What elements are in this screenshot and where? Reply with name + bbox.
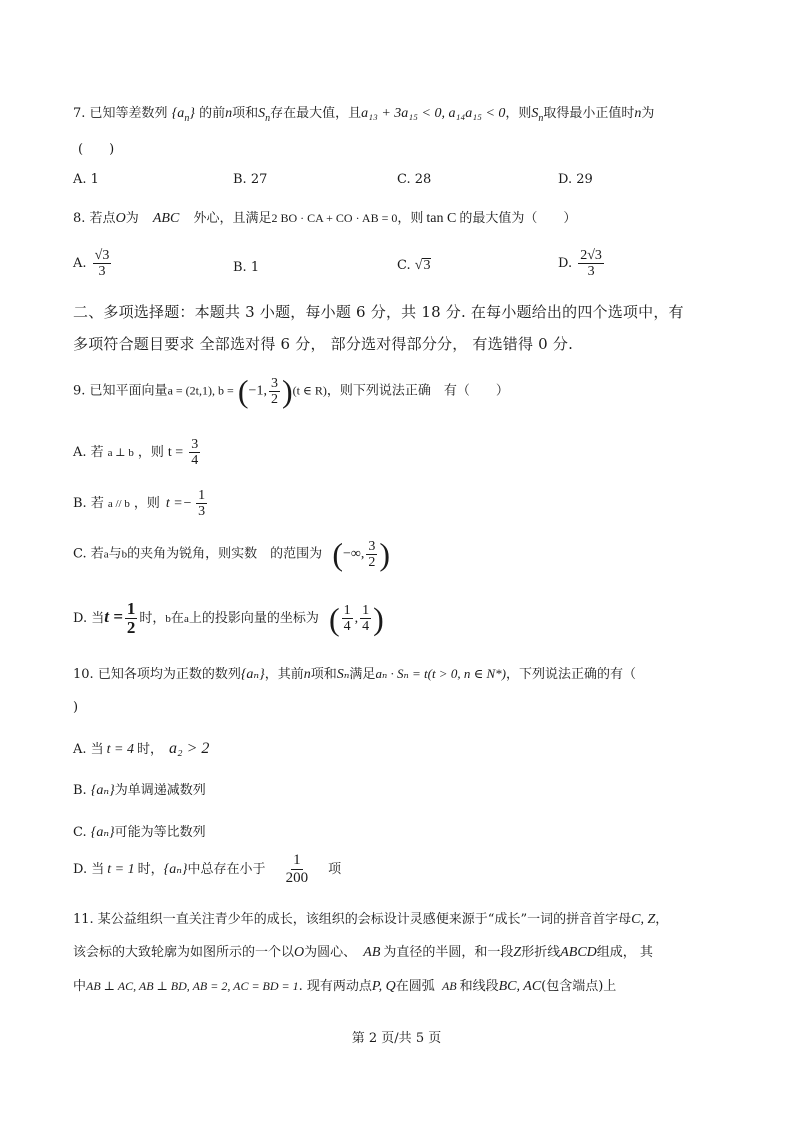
option-text: 与 — [108, 546, 122, 562]
q9-a-frac: $\frac{3}{4}$ — [191, 437, 199, 468]
q10-text: 满足 — [349, 667, 376, 682]
q10-Sn: Sₙ — [336, 667, 350, 682]
paren: ) — [373, 600, 384, 637]
option-text: 时， — [139, 611, 166, 626]
option-text: ，则 — [133, 496, 160, 511]
q11-arc: AB — [441, 979, 457, 993]
q7-text: 为 — [641, 106, 655, 121]
q11-Z: Z — [513, 945, 522, 960]
option-text: 时， — [137, 742, 164, 757]
comma: , — [354, 611, 359, 626]
q7-var-n: n — [225, 106, 233, 121]
q8-option-b: B. 1 — [233, 260, 260, 275]
q10-line1 — [73, 663, 636, 683]
q8-text: ，则 — [397, 211, 424, 226]
q11-AB: AB — [363, 945, 381, 960]
q9-c-frac: $\frac{3}{2}$ — [368, 538, 376, 570]
option-label: D. 当 — [73, 862, 105, 877]
option-label: A. 若 — [73, 445, 104, 460]
q8-text: 的最大值为（ ） — [459, 211, 577, 226]
q9-text: ，则下列说法正确 有（ ） — [326, 383, 509, 399]
option-label: C. — [397, 258, 411, 273]
vec-b: b — [121, 548, 128, 561]
q8-tanC: tan C — [426, 211, 457, 226]
q9-number: 9. — [73, 383, 90, 399]
q9-d-frac2: $\frac{1}{4}$ — [362, 603, 370, 634]
paren: ( — [328, 600, 340, 637]
q7-text: 取得最小正值时 — [543, 106, 635, 121]
q11-condition: AB ⊥ AC, AB ⊥ BD, AB = 2, AC = BD = 1 — [86, 979, 299, 993]
q11-text: 形折线 — [521, 945, 561, 960]
vec-b: b — [165, 613, 171, 625]
q8-option-c — [397, 258, 431, 274]
option-label: D. — [558, 256, 573, 271]
q7-var-n: n — [634, 106, 642, 121]
q7-option-c: C. 28 — [397, 172, 432, 187]
q7-text: 存在最大值，且 — [270, 106, 362, 121]
q8-text: 外心，且满足 — [193, 211, 272, 226]
section2-line2: 多项符合题目要求 全部选对得 6 分， 部分选对得部分分， 有选错得 0 分. — [73, 335, 574, 353]
q11-line2 — [73, 941, 653, 961]
q8-number: 8. — [73, 211, 90, 226]
paren: ) — [281, 373, 293, 409]
q9-line1 — [73, 375, 509, 407]
q10-a-cond: t = 4 — [106, 742, 134, 757]
q11-PQ: P, Q — [371, 979, 396, 994]
q10-d-cond: t = 1 — [107, 862, 135, 877]
q9-option-a — [73, 437, 202, 468]
q7-option-b: B. 27 — [233, 172, 268, 187]
q7-text: 项和 — [232, 106, 259, 121]
option-text: 项 — [328, 862, 342, 877]
q8-text: 为 — [125, 211, 139, 226]
q7-seq: $\{a_n\}$ — [171, 106, 195, 124]
option-text: 可能为等比数列 — [114, 825, 206, 840]
q7-line1 — [73, 102, 654, 124]
q11-line1 — [73, 908, 668, 928]
q10-text: ，其前 — [264, 667, 304, 682]
option-label: B. 若 — [73, 496, 104, 511]
q11-text: 11. 某公益组织一直关注青少年的成长，该组织的会标设计灵感便来源于“成长”一词的拼音首字母 — [73, 912, 632, 927]
q8-text: 若点 — [89, 211, 116, 226]
q8-option-d — [558, 248, 606, 279]
q10-number: 10. — [73, 667, 98, 682]
q9-b-frac2: $\frac{1}{3}$ — [198, 488, 206, 519]
option-label: A. 当 — [73, 742, 104, 757]
q10-d-frac: $\frac{1}{200}$ — [285, 852, 309, 886]
q10-option-a — [73, 738, 209, 758]
q11-ABCD: ABCD — [560, 945, 597, 960]
option-text: 为单调递减数列 — [114, 783, 206, 798]
q9-text: 已知平面向量 — [89, 383, 168, 399]
q9-d-var: t = — [104, 607, 123, 626]
q7-number: 7. — [73, 106, 90, 121]
option-text: ，则 — [137, 445, 164, 460]
q7-Sn: $S_n$ — [258, 106, 271, 124]
q11-letters: C, Z — [631, 912, 656, 927]
q10-option-c — [73, 821, 206, 841]
q8-d-frac: $\frac{2√3}{3}$ — [580, 248, 602, 279]
q9-d-frac1: $\frac{1}{4}$ — [343, 603, 351, 634]
q10-option-b — [73, 779, 206, 799]
q8-triangle: ABC — [152, 211, 180, 226]
q11-text: 该会标的大致轮廓为如图所示的一个以 — [73, 945, 295, 960]
section2-heading — [73, 296, 723, 360]
q10-text: 已知各项均为正数的数列 — [97, 667, 241, 682]
q11-text: ， — [655, 912, 669, 927]
q9-b-var: t =− — [165, 496, 193, 511]
q7-paren: ( ) — [78, 142, 115, 157]
option-text: 上的投影向量的坐标为 — [188, 611, 319, 626]
option-text: 的夹角为锐角，则实数 的范围为 — [127, 546, 323, 562]
paren: ) — [379, 536, 391, 572]
option-label: C. 若 — [73, 546, 104, 562]
q10-a-res: a₂ > 2 — [169, 740, 210, 757]
q10-c-seq: {aₙ} — [90, 825, 115, 840]
q9-a-cond: a ⊥ b — [107, 447, 134, 459]
q10-text: 项和 — [310, 667, 337, 682]
q10-seq: {aₙ} — [240, 667, 265, 682]
q10-d-seq: {aₙ} — [163, 862, 188, 877]
q9-d-frac: $\frac{1}{2}$ — [126, 599, 136, 637]
q11-text: 中 — [73, 979, 87, 994]
q9-b-cond: a // b — [107, 498, 130, 510]
q7-Sn: $S_n$ — [531, 106, 544, 124]
q9-b-frac: $\frac{3}{2}$ — [270, 375, 278, 407]
q8-a-frac: $\frac{√3}{3}$ — [94, 248, 110, 279]
q9-option-d — [73, 600, 384, 637]
q11-text: 和线段 — [459, 979, 499, 994]
q7-condition: a₁₃ + 3a₁₅ < 0, a₁₄a₁₅ < 0 — [361, 106, 506, 121]
q9-c-range: −∞, — [342, 546, 365, 562]
q9-option-c — [73, 538, 390, 570]
q11-line3 — [73, 975, 616, 995]
q7-option-d: D. 29 — [558, 172, 593, 187]
page-footer: 第 2 页/共 5 页 — [351, 1031, 442, 1046]
q9-a-var: t = — [167, 445, 184, 460]
q8-var-O: O — [115, 211, 126, 226]
q11-text: . 现有两动点 — [298, 979, 372, 994]
q11-text: 在圆弧 — [395, 979, 435, 994]
q9-bx: −1, — [248, 383, 267, 399]
paren: ( — [237, 373, 249, 409]
q11-var-O: O — [294, 945, 305, 960]
q9-vectors: a = (2t,1), b = — [167, 383, 234, 398]
paren: ( — [332, 536, 343, 572]
vec-a: a — [183, 613, 189, 625]
q11-text: (包含端点)上 — [541, 979, 617, 994]
option-label: B. — [73, 783, 87, 798]
option-label: A. — [73, 256, 87, 271]
q8-c-sqrt: √3 — [414, 258, 431, 273]
option-label: C. — [73, 825, 87, 840]
option-label: D. 当 — [73, 611, 105, 626]
q9-domain: (t ∈ R) — [292, 383, 327, 398]
q11-text: 为直径的半圆，和一段 — [383, 945, 514, 960]
q8-condition: 2 BO · CA + CO · AB = 0 — [271, 211, 398, 225]
q11-text: 为圆心、 — [304, 945, 357, 960]
q7-text: 的前 — [199, 106, 226, 121]
q11-segments: BC, AC — [498, 979, 542, 994]
q10-var-n: n — [303, 667, 311, 682]
option-text: 中总存在小于 — [187, 862, 266, 877]
q11-text: 组成， 其 — [596, 945, 653, 960]
option-text: 在 — [170, 611, 184, 626]
q10-option-d — [73, 852, 341, 887]
q10-close: ) — [73, 700, 79, 715]
vec-a: a — [103, 548, 109, 561]
q7-option-a: A. 1 — [73, 172, 99, 187]
q9-option-b — [73, 488, 209, 519]
q8-line1 — [73, 207, 576, 227]
q10-condition: aₙ · Sₙ = t(t > 0, n ∈ N*) — [375, 666, 506, 681]
q8-option-a — [73, 248, 113, 279]
q10-text: ，下列说法正确的有（ — [505, 667, 636, 682]
q7-text: 已知等差数列 — [89, 106, 168, 121]
section2-line1: 二、多项选择题：本题共 3 小题，每小题 6 分，共 18 分. 在每小题给出的四个选项中，有 — [73, 303, 684, 321]
option-text: 时， — [137, 862, 164, 877]
q10-b-seq: {aₙ} — [90, 783, 115, 798]
q7-text: ，则 — [505, 106, 532, 121]
